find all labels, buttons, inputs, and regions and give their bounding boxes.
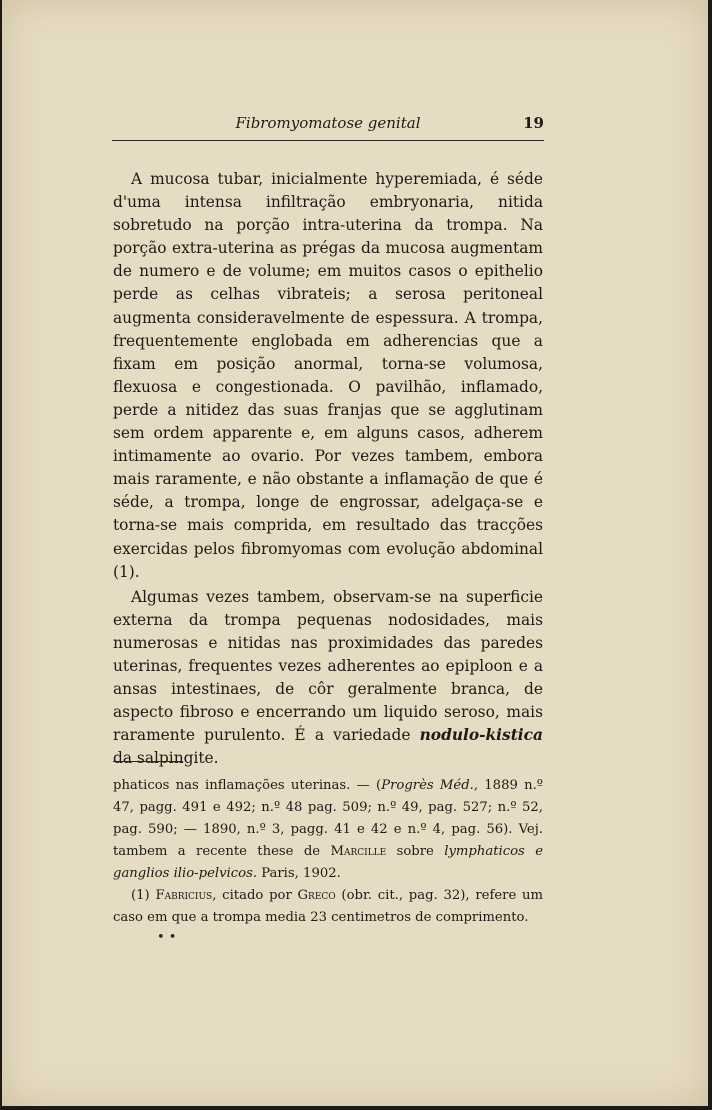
fn-cont-italic-2: lymphaticos e ganglios ilio-pelvicos. [113, 844, 543, 881]
book-page [2, 0, 708, 1106]
paragraph-2-text-a: Algumas vezes tambem, observam-se na superficie externa da trompa pequenas nodosidades, mais numerosas e nitidas nas proximidades das paredes uterinas, frequentes vezes adherentes ao epiploon e a ansas intestinaes, de côr geralmente branca, de aspecto fibroso e encerrando um liquido seroso, mais raramente purulento. É a variedade [113, 587, 543, 745]
fn1-text-a: , citado por [212, 888, 298, 903]
fn-cont-text-2: , 1889 n.º 47, pagg. 491 e 492; n.º 48 pag. 509; n.º 49, pag. 527; n.º 52, pag. 590; — 1890, n.º 3, pagg. 41 e 42 e n.º 4, pag. 56). Vej. tambem a recente these de [113, 778, 543, 859]
page-number: 19 [523, 114, 544, 132]
page-marks: • • [157, 930, 177, 945]
footnote-rule [113, 761, 183, 762]
paragraph-2-text-b: da salpingite. [113, 749, 219, 768]
running-title: Fibromyomatose genital [235, 114, 421, 132]
paragraph-1: A mucosa tubar, inicialmente hyperemiada, é séde d'uma intensa infiltração embryonaria, nitida sobretudo na porção intra-uterina da trompa. Na porção extra-uterina as prégas da mucosa augmentam de numero e de volume; em muitos casos o epithelio perde as celhas vibrateis; a serosa peritoneal augmenta consideravelmente de espessura. A trompa, frequentemente englobada em adherencias que a fixam em posição anormal, torna-se volumosa, flexuosa e congestionada. O pavilhão, inflamado, perde a nitidez das suas franjas que se agglutinam sem ordem apparente e, em alguns casos, adherem intimamente ao ovario. Por vezes tambem, embora mais raramente, e não obstante a inflamação de que é séde, a trompa, longe de engrossar, adelgaça-se e torna-se mais comprida, em resultado das tracções exercidas pelos fibromyomas com evolução abdominal (1). [113, 170, 543, 581]
fn1-text-b: (obr. cit., pag. 32), refere um caso em que a trompa media 23 centimetros de comprimento. [113, 888, 543, 925]
fn1-smallcaps-2: Greco [297, 888, 336, 903]
fn-cont-text-4: Paris, 1902. [257, 866, 341, 881]
fn1-mark: (1) [131, 888, 156, 903]
footnote-1 [113, 885, 543, 929]
footnote-continuation [113, 775, 543, 885]
paragraph-2 [113, 586, 543, 771]
body-text [113, 168, 543, 770]
paragraph-2-italic: nodulo-kistica [419, 726, 543, 745]
fn1-smallcaps-1: Fabricius [155, 888, 213, 903]
page-header [112, 114, 544, 141]
fn-cont-text-1: phaticos nas inflamações uterinas. — ( [113, 778, 382, 793]
fn-cont-smallcaps: Marcille [330, 844, 387, 859]
fn-cont-italic-1: Progrès Méd. [381, 778, 474, 793]
fn-cont-text-3: sobre [386, 844, 445, 859]
footnotes [113, 775, 543, 929]
